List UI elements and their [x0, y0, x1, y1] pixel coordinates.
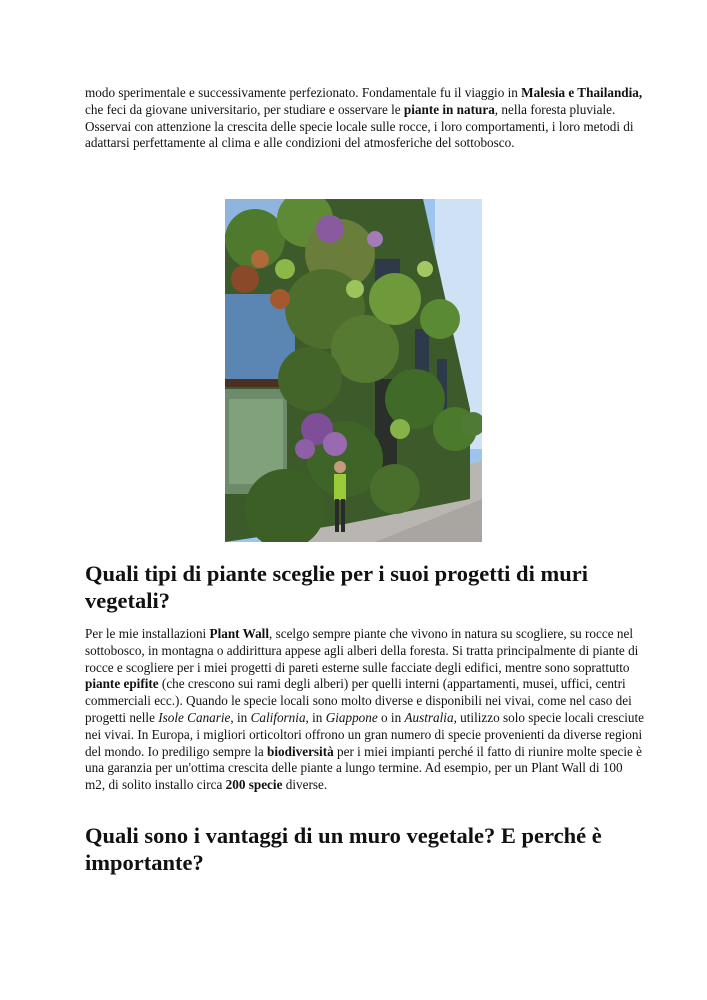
body-italic-isole-canarie: Isole Canarie — [158, 709, 231, 725]
body-italic-giappone: Giappone — [325, 709, 378, 725]
body-text: per i miei impianti perché il fatto di riunire molte specie è una garanzia per un'ottima crescita delle piante a lungo termine. Ad esempio, per un Plant Wall di 100 m2, di solito installo circa — [85, 743, 643, 793]
body-bold-piante-epifite: piante epifite — [85, 676, 159, 692]
intro-text: che feci da giovane universitario, per studiare e osservare le — [85, 101, 404, 117]
body-text: Per le mie installazioni — [85, 626, 210, 641]
intro-bold-piante: piante in natura — [403, 101, 495, 117]
body-paragraph — [85, 626, 645, 794]
body-italic-australia: Australia — [404, 709, 454, 725]
body-text: , utilizzo solo specie locali cresciute nei vivai. In Europa, i migliori orticoltori offrono un gran numero di specie provenienti da diverse regioni del mondo. Io prediligo sempre la — [85, 709, 644, 759]
vertical-garden-photo — [225, 199, 482, 542]
section-heading-plants: Quali tipi di piante sceglie per i suoi progetti di muri vegetali? — [85, 561, 588, 613]
body-text: o in — [377, 709, 405, 725]
intro-paragraph — [85, 85, 645, 152]
body-text: , in — [305, 709, 326, 725]
section-heading-advantages: Quali sono i vantaggi di un muro vegetale? E perché è importante? — [85, 823, 602, 875]
body-bold-200-specie: 200 specie — [225, 777, 283, 793]
intro-text: , nella foresta pluviale. Osservai con attenzione la crescita delle specie locale sulle rocce, i loro comportamenti, i loro metodi di adattarsi perfettamente al clima e alle condizioni del atmosferiche del sottobosco. — [85, 101, 634, 151]
body-italic-california: California — [250, 709, 306, 725]
body-text: , in — [230, 709, 251, 725]
intro-bold-malesia: Malesia e Thailandia, — [521, 85, 643, 100]
body-text: , scelgo sempre piante che vivono in natura su scogliere, su rocce nel sottobosco, in montagna o addirittura appese agli alberi della foresta. Si tratta principalmente di piante di rocce e scogliere per i miei progetti di pareti esterne sulle facciate degli edifici, mentre sono soprattutto — [85, 626, 639, 675]
body-bold-biodiversita: biodiversità — [267, 743, 334, 759]
intro-text: modo sperimentale e successivamente perfezionato. Fondamentale fu il viaggio in — [85, 85, 522, 100]
body-text: diverse. — [282, 777, 328, 793]
body-bold-plant-wall: Plant Wall — [209, 626, 269, 641]
body-text: (che crescono sui rami degli alberi) per quelli interni (appartamenti, musei, uffici, centri commerciali ecc.). Quando le specie locali sono molto diverse e disponibili nei vivai, come nel caso dei progetti nelle — [85, 676, 632, 725]
